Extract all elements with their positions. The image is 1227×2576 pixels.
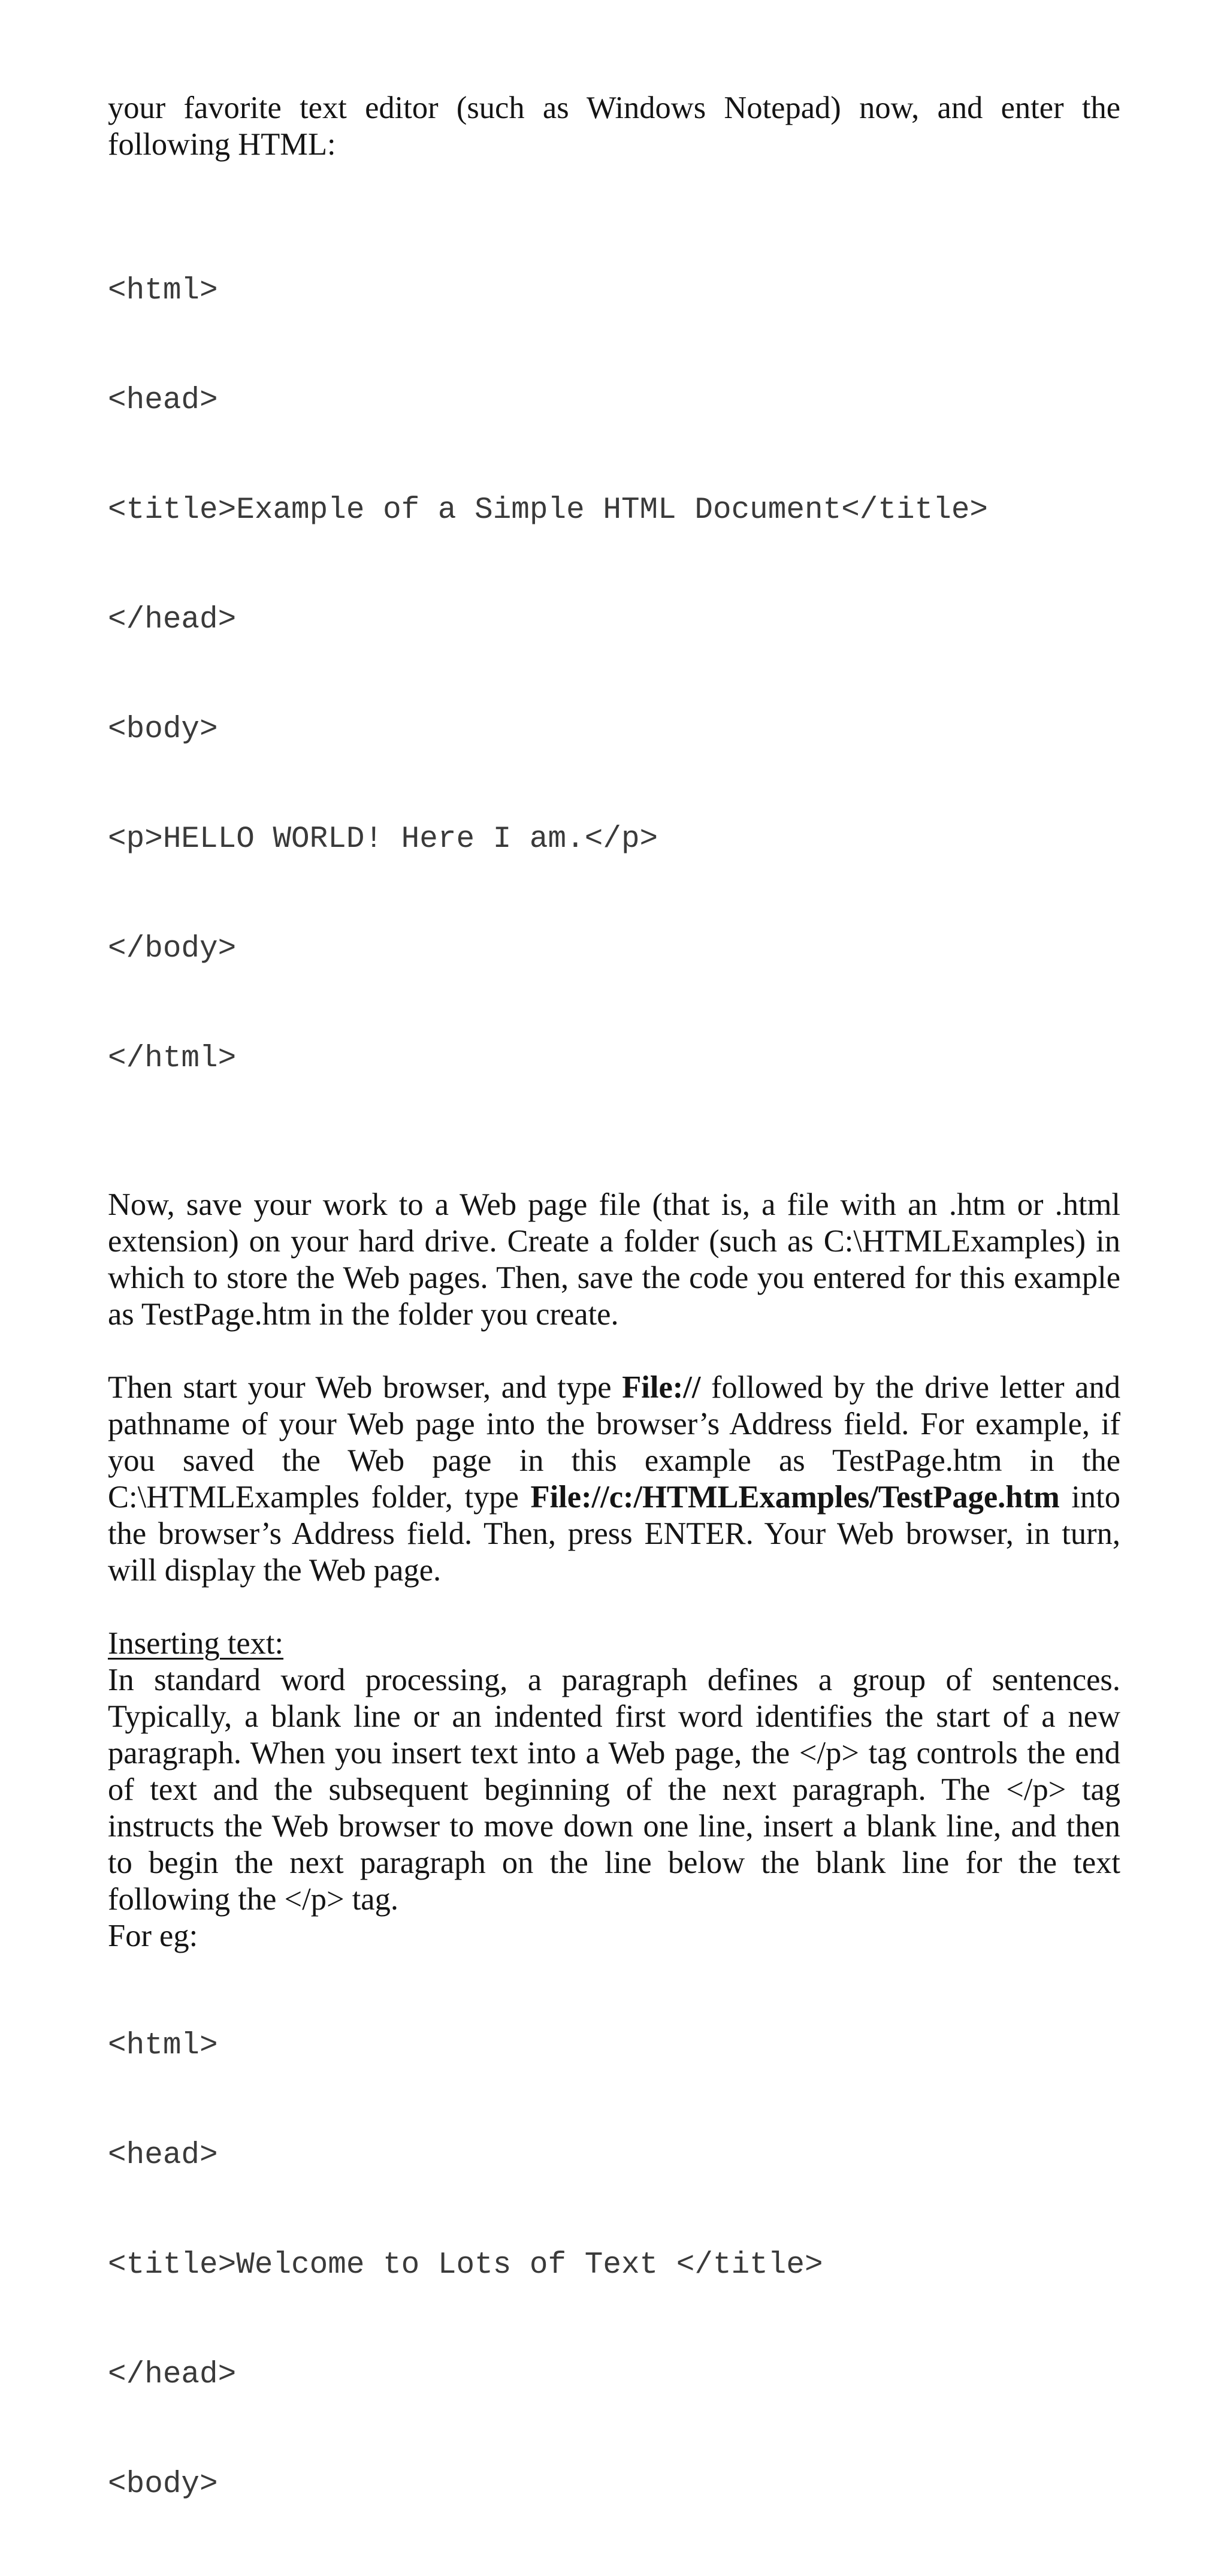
code-line: </html>	[108, 1042, 237, 1076]
code-block-simple-html	[108, 200, 1120, 1150]
section-heading-inserting-text: Inserting text:	[108, 1626, 284, 1661]
inserting-text-paragraph: In standard word processing, a paragraph defines a group of sentences. Typically, a blank line or an indented first word identifies the start of a new paragraph. When you insert text into a Web page, the </p> tag controls the end of text and the subsequent beginning of the next paragraph. The </p> tag instructs the Web browser to move down one line, insert a blank line, and then to begin the next paragraph on the line below the blank line for the text following the </p> tag.	[108, 1663, 1120, 1917]
code-line: </head>	[108, 2358, 237, 2392]
intro-paragraph: your favorite text editor (such as Windows Notepad) now, and enter the following HTML:	[108, 91, 1120, 162]
example-label: For eg:	[108, 1919, 198, 1953]
browser-paragraph	[108, 1370, 1120, 1589]
spacer	[108, 1333, 1120, 1370]
code-line: <title>Welcome to Lots of Text </title>	[108, 2248, 823, 2282]
spacer	[108, 163, 1120, 200]
save-paragraph: Now, save your work to a Web page file (that is, a file with an .htm or .html extension) on your hard drive. Create a folder (such as C:\HTMLExamples) in which to store the Web pages. Then, save the code you entered for this example as TestPage.htm in the folder you create.	[108, 1187, 1120, 1332]
browser-text-3: into the browser’s Address field. Then, press ENTER. Your Web browser, in turn, will display the Web page.	[108, 1480, 1120, 1588]
code-line: <html>	[108, 274, 218, 308]
file-path-bold: File://c:/HTMLExamples/TestPage.htm	[530, 1480, 1060, 1515]
spacer	[108, 1150, 1120, 1187]
document-page	[108, 90, 1120, 2576]
file-protocol-bold: File://	[622, 1370, 701, 1405]
browser-text-2: followed by the drive letter and pathname of your Web page into the browser’s Address field. For example, if you saved the Web page in this example as TestPage.htm in the C:\HTMLExamples folder, type	[108, 1370, 1120, 1515]
code-line: </body>	[108, 932, 237, 966]
code-line: <html>	[108, 2029, 218, 2063]
browser-text-1: Then start your Web browser, and type	[108, 1370, 622, 1405]
code-line: <body>	[108, 713, 218, 747]
spacer	[108, 1589, 1120, 1625]
code-line: <head>	[108, 2138, 218, 2173]
code-line: <body>	[108, 2468, 218, 2502]
code-line: </head>	[108, 603, 237, 637]
code-block-lots-of-text	[108, 1954, 1120, 2576]
code-line: <title>Example of a Simple HTML Document</title>	[108, 493, 989, 527]
code-line: <p>HELLO WORLD! Here I am.</p>	[108, 822, 658, 856]
code-line: <head>	[108, 384, 218, 418]
